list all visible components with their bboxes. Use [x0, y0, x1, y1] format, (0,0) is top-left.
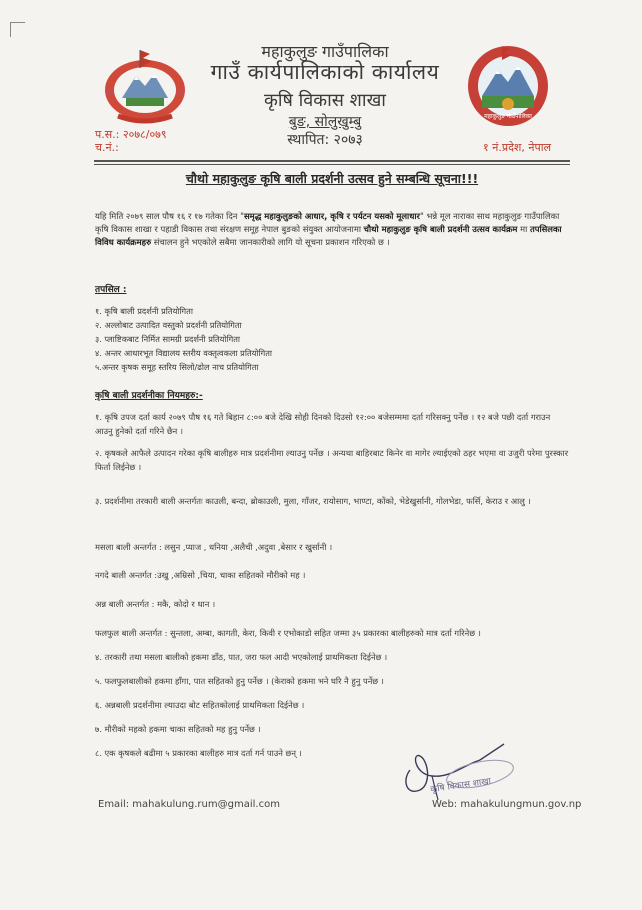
detail-item: ४. अन्तर आधारभूत विद्यालय स्तरीय वक्तृत्वकला प्रतियोगिता	[95, 348, 273, 358]
rule-item: ७. मौरीको महको हकमा चाका सहितको मह हुनु पर्नेछ ।	[95, 724, 261, 734]
rule-item: ८. एक कृषकले बढीमा ५ प्रकारका बालीहरु मात्र दर्ता गर्न पाउने छन् ।	[95, 748, 302, 758]
rule-item: नगदे बाली अन्तर्गत :उखु ,अम्रिसो ,चिया, चाका सहितको मौरीको मह ।	[95, 570, 306, 580]
rule-item: ६. अन्नबाली प्रदर्शनीमा ल्याउदा बोट सहितकोलाई प्राथमिकता दिईनेछ ।	[95, 700, 305, 710]
municipality-name: महाकुलुङ गाउँपालिका	[261, 42, 389, 61]
intro-programs: तपसिलका विविध कार्यक्रमहरु	[95, 224, 562, 247]
established-year: स्थापित: २०७३	[287, 132, 363, 148]
dispatch-number: च.नं.:	[95, 141, 119, 154]
rule-item: ५. फलफुलबालीको हकमा हाँगा, पात सहितको हुनु पर्नेछ । (केराको हकमा भने घरि नै हुनु पर्नेछ ।	[95, 676, 384, 686]
branch-stamp: कृषि विकास शाखा	[429, 776, 492, 796]
footer-website: Web: mahakulungmun.gov.np	[432, 799, 582, 810]
corner-mark	[10, 22, 25, 37]
intro-text-3: मा	[517, 224, 530, 234]
intro-slogan: समृद्ध महाकुलुङको आधार, कृषि र पर्यटन यसको मूलाधार	[243, 211, 420, 221]
province-label: १ नं.प्रदेश, नेपाल	[483, 141, 552, 154]
rule-item: ३. प्रदर्शनीमा तरकारी बाली अन्तर्गतः काउली, बन्दा, ब्रोकाउली, मुला, गाँजर, रायोसाग, भाण्टा, कोंको, भेडेखुर्सानी, गोलभेडा, फर्सि, केराउ र आलु ।	[95, 496, 531, 506]
notice-title: चौथो महाकुलुङ कृषि बाली प्रदर्शनी उत्सव हुने सम्बन्धि सूचना!!!	[185, 171, 479, 186]
intro-text-1: यहि मिति २०७९ साल पौष १६ र १७ गतेका दिन "	[95, 211, 244, 221]
rule-item: १. कृषि उपज दर्ता कार्य २०७९ पौष १६ गते बिहान ८:०० बजे देखि सोही दिनको दिउसो १२:०० बजेसम्ममा दर्ता गरिसक्नु पर्नेछ । १२ बजे पछी दर्ता गराउन आउनु हुनेको दर्ता गरिने छैन ।	[95, 412, 551, 436]
intro-paragraph	[95, 210, 571, 249]
intro-text-4: संचालन हुने भएकोले सबैमा जानकारीको लागि यो सूचना प्रकाशन गरिएको छ ।	[151, 237, 390, 247]
rule-item: फलफुल बाली अन्तर्गत : सुन्तला, अम्बा, कागती, केरा, किवी र एभोकाडो सहित जम्मा ३५ प्रकारका बालीहरुको मात्र दर्ता गरिनेछ ।	[95, 628, 481, 638]
letter-ps-number: प.स.: २०७८/०७९	[95, 128, 167, 141]
seal-right-label: महाकुलुङ गाउँपालिका	[484, 113, 532, 120]
rule-item: अन्न बाली अन्तर्गत : मकै, कोदो र धान ।	[95, 599, 216, 609]
rule-item: ४. तरकारी तथा मसला बालीको हकमा डाँठ, पात, जरा फल आदी भएकोलाई प्राथमिकता दिईनेछ ।	[95, 652, 388, 662]
detail-item: ३. प्लाष्टिकबाट निर्मित सामग्री प्रदर्शनी प्रतियोगिता	[95, 334, 241, 344]
office-name: गाउँ कार्यपालिकाको कार्यालय	[210, 60, 440, 84]
detail-item: १. कृषि बाली प्रदर्शनी प्रतियोगिता	[95, 306, 193, 316]
branch-name: कृषि विकास शाखा	[264, 90, 386, 111]
rule-item: मसला बाली अन्तर्गत : लसुन ,प्याज , धनिया ,अलैची ,अदुवा ,बेसार र खुर्सानी ।	[95, 542, 333, 552]
footer-email: Email: mahakulung.rum@gmail.com	[98, 799, 280, 810]
rules-heading: कृषि बाली प्रदर्शनीका नियमहरु:-	[95, 391, 203, 401]
intro-event-name: चौथो महाकुलुङ कृषि बाली प्रदर्शनी उत्सव कार्यक्रम	[363, 224, 518, 234]
office-address: बुङ, सोलुखुम्बु	[288, 114, 362, 130]
details-heading: तपसिल :	[95, 285, 127, 295]
detail-item: ५.अन्तर कृषक समूह स्तरिय सिलो/ढोल नाच प्रतियोगिता	[95, 362, 259, 372]
header-divider-thin	[94, 164, 570, 165]
detail-item: २. अल्लोबाट उत्पादित वस्तुको प्रदर्शनी प्रतियोगिता	[95, 320, 242, 330]
signature	[392, 730, 522, 810]
intro-text-2: " भन्ने मूल नाराका साथ महाकुलुङ गाउँपालिका कृषि विकास शाखा र पहाडी विकास तथा संरक्षण समूह नेपाल बुङको संयुक्त आयोजनामा	[95, 211, 560, 234]
header-divider	[94, 160, 570, 162]
rule-item: २. कृषकले आफैले उत्पादन गरेका कृषि बालीहरु मात्र प्रदर्शनीमा ल्याउनु पर्नेछ । अन्यथा बाहिरबाट किनेर वा मागेर ल्याईएको ठहर भएमा वा उजुरी परेमा पुरस्कार फिर्ता लिईनेछ ।	[95, 448, 569, 472]
